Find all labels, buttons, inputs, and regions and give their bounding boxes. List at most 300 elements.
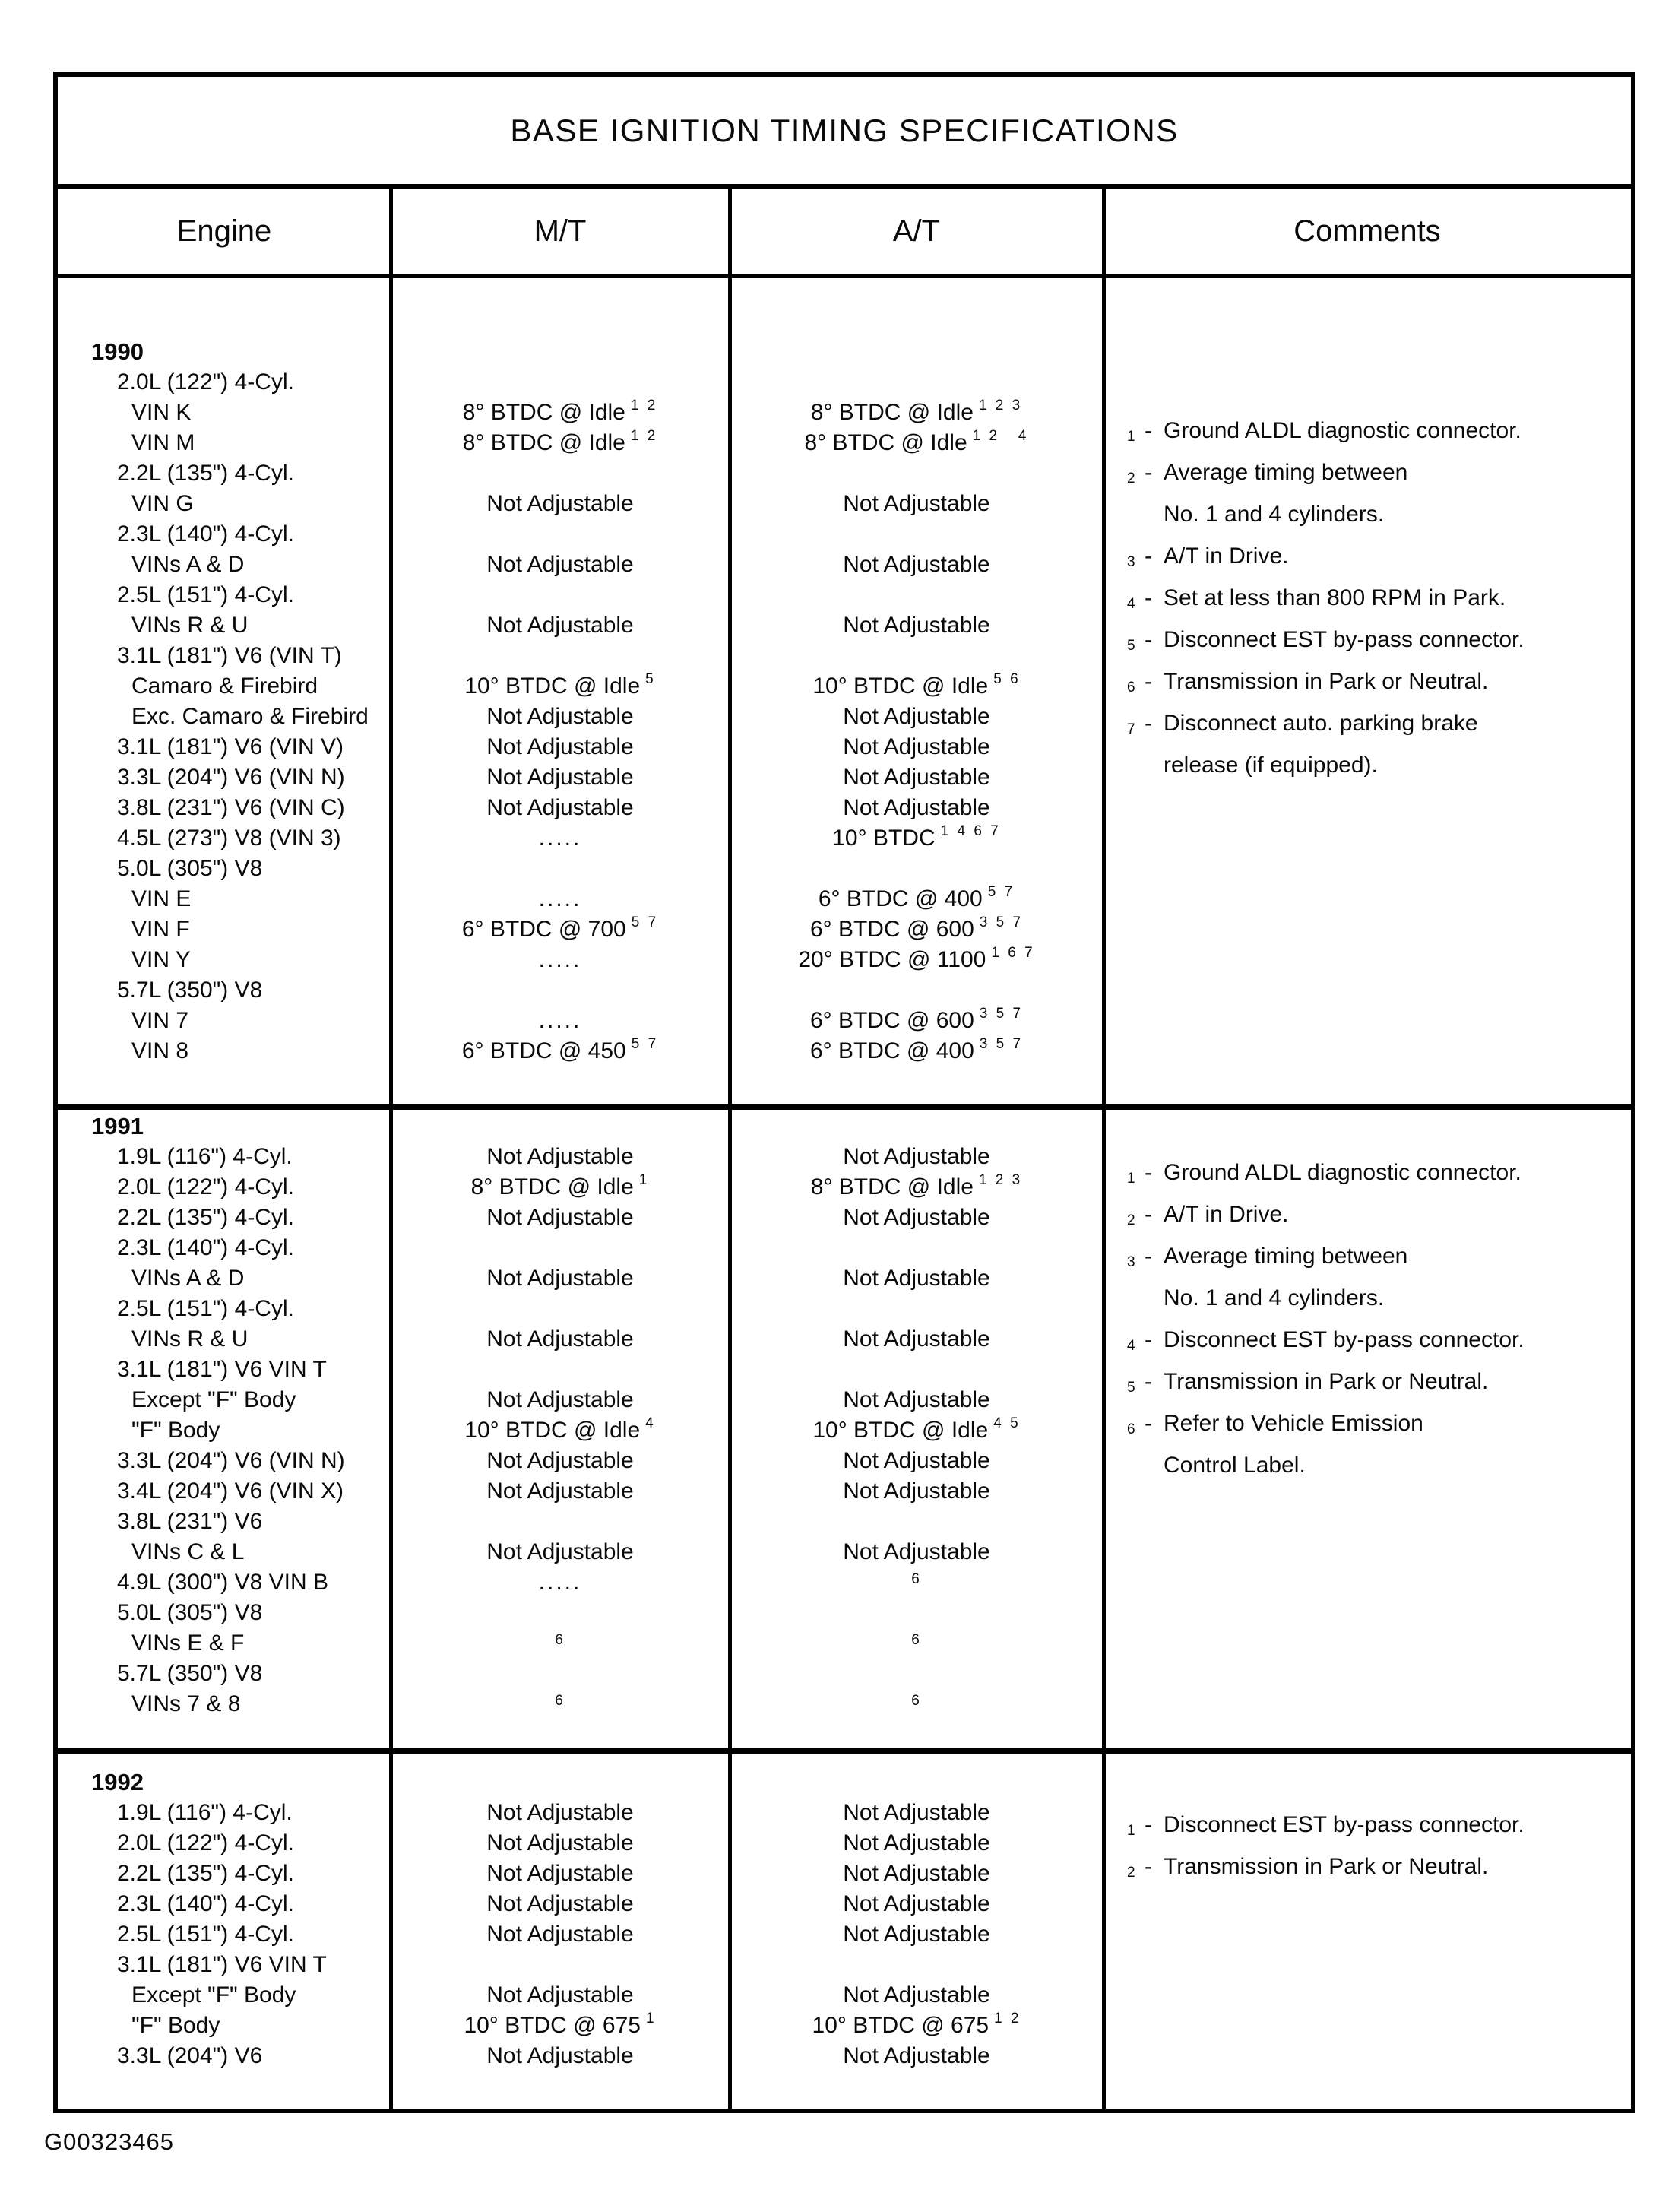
comment-item	[1127, 410, 1621, 452]
comment-item	[1127, 1402, 1621, 1486]
table-row	[58, 2041, 1631, 2071]
at-cell	[730, 1144, 1103, 1170]
section-1992-rows	[58, 1754, 1631, 2071]
at-cell	[730, 2043, 1103, 2069]
engine-cell: VIN 7	[131, 1008, 189, 1033]
timing-value: 8° BTDC @ Idle	[470, 1174, 634, 1199]
footnote-ref: 6	[911, 1632, 922, 1648]
timing-value: Not Adjustable	[843, 1891, 990, 1916]
engine-cell: VINs 7 & 8	[131, 1691, 241, 1716]
table-row	[58, 1507, 1631, 1537]
timing-value: Not Adjustable	[486, 552, 634, 577]
mt-cell	[391, 826, 730, 851]
engine-cell: VIN M	[131, 430, 195, 455]
engine-cell: VINs E & F	[131, 1630, 245, 1656]
footnote-ref: 1 2 3	[978, 1172, 1023, 1188]
at-cell	[730, 1326, 1103, 1352]
mt-cell	[391, 1539, 730, 1565]
at-cell	[730, 886, 1103, 912]
comment-item	[1127, 619, 1621, 661]
comment-item	[1127, 1319, 1621, 1361]
timing-value: Not Adjustable	[486, 1205, 634, 1230]
timing-value: 6° BTDC @ 450	[461, 1038, 626, 1063]
timing-value: 10° BTDC @ 675	[812, 2013, 989, 2038]
footnote-ref: 6	[911, 1693, 922, 1709]
comment-item	[1127, 535, 1621, 577]
mt-cell	[391, 1144, 730, 1170]
engine-cell: VIN G	[131, 491, 194, 516]
section-divider-1990-1991	[58, 1104, 1631, 1110]
footnote-ref: 1 2 3	[978, 398, 1023, 414]
footnote-ref: 5	[645, 671, 656, 687]
footnote-ref: 6	[911, 1571, 922, 1587]
comment-item	[1127, 1804, 1621, 1846]
at-cell	[730, 1800, 1103, 1826]
comment-text: Ground ALDL diagnostic connector.	[1164, 418, 1521, 443]
timing-value: Not Adjustable	[843, 1861, 990, 1886]
footnote-number: 4	[1127, 1338, 1135, 1354]
timing-value: 6° BTDC @ 400	[809, 1038, 974, 1063]
comment-text: Average timing between No. 1 and 4 cylinders.	[1164, 460, 1408, 527]
mt-cell	[391, 1038, 730, 1064]
mt-cell	[391, 1570, 730, 1596]
comment-item	[1127, 1846, 1621, 1887]
at-cell	[730, 1415, 1103, 1444]
table-row	[58, 1598, 1631, 1628]
timing-value: Not Adjustable	[843, 1387, 990, 1412]
timing-value: Not Adjustable	[486, 2043, 634, 2068]
engine-cell: 5.0L (305") V8	[117, 1600, 263, 1625]
footnote-dash: -	[1145, 711, 1152, 736]
column-header-mt: M/T	[534, 214, 587, 248]
mt-cell	[391, 1632, 730, 1652]
engine-cell: 3.4L (204") V6 (VIN X)	[117, 1478, 344, 1504]
comment-text: Average timing between No. 1 and 4 cylinders.	[1164, 1244, 1408, 1310]
timing-value: 10° BTDC @ Idle	[812, 673, 989, 699]
footnote-ref: 6	[555, 1693, 565, 1709]
comment-item	[1127, 1193, 1621, 1235]
timing-value: Not Adjustable	[843, 1205, 990, 1230]
engine-cell: 5.7L (350") V8	[117, 1661, 263, 1686]
section-1990-comments	[1127, 410, 1621, 786]
timing-value: Not Adjustable	[486, 1478, 634, 1504]
mt-cell	[391, 1800, 730, 1826]
footnote-number: 2	[1127, 1212, 1135, 1228]
section-divider-1991-1992	[58, 1748, 1631, 1754]
engine-cell: 5.0L (305") V8	[117, 856, 263, 881]
timing-value: Not Adjustable	[843, 491, 990, 516]
at-cell	[730, 765, 1103, 791]
footnote-ref: 3 5 7	[979, 1006, 1024, 1022]
engine-cell: 1.9L (116") 4-Cyl.	[117, 1144, 293, 1169]
timing-value: 8° BTDC @ Idle	[804, 430, 967, 455]
timing-value: Not Adjustable	[486, 795, 634, 820]
column-header-comments: Comments	[1293, 214, 1441, 248]
timing-value: Not Adjustable	[486, 491, 634, 516]
mt-cell	[391, 795, 730, 821]
engine-cell: 2.0L (122") 4-Cyl.	[117, 369, 294, 395]
mt-cell	[391, 1922, 730, 1947]
timing-value: Not Adjustable	[486, 704, 634, 729]
footnote-number: 1	[1127, 1171, 1135, 1187]
engine-cell: VIN K	[131, 400, 192, 425]
column-header-at: A/T	[892, 214, 941, 248]
table-row	[58, 367, 1631, 398]
timing-value: Not Adjustable	[843, 1800, 990, 1825]
engine-cell: 2.0L (122") 4-Cyl.	[117, 1830, 294, 1855]
table-row	[58, 793, 1631, 823]
at-cell	[730, 734, 1103, 760]
timing-value: .....	[538, 826, 582, 851]
at-cell	[730, 1693, 1103, 1713]
at-cell	[730, 673, 1103, 699]
footnote-dash: -	[1145, 1411, 1152, 1436]
comment-text: Disconnect EST by-pass connector.	[1164, 627, 1525, 652]
at-cell	[730, 491, 1103, 517]
footnote-number: 3	[1127, 554, 1135, 570]
footnote-dash: -	[1145, 460, 1152, 485]
footnote-number: 1	[1127, 429, 1135, 445]
at-cell	[730, 430, 1103, 456]
at-cell	[730, 1922, 1103, 1947]
mt-cell	[391, 1448, 730, 1474]
timing-value: .....	[538, 947, 582, 972]
footnote-dash: -	[1145, 418, 1152, 443]
footnote-number: 5	[1127, 1380, 1135, 1396]
timing-value: Not Adjustable	[486, 765, 634, 790]
timing-value: Not Adjustable	[486, 1144, 634, 1169]
timing-value: .....	[538, 1008, 582, 1033]
year-label: 1990	[91, 338, 144, 365]
comment-item	[1127, 577, 1621, 619]
comment-text: Disconnect EST by-pass connector.	[1164, 1327, 1525, 1352]
timing-value: 10° BTDC @ Idle	[464, 673, 641, 699]
footnote-dash: -	[1145, 1160, 1152, 1185]
footnote-ref: 1 4 6 7	[940, 823, 1001, 839]
footnote-ref: 1 2	[630, 428, 658, 444]
at-cell	[730, 552, 1103, 578]
footnote-dash: -	[1145, 1812, 1152, 1837]
engine-cell: VINs R & U	[131, 613, 249, 638]
timing-value: Not Adjustable	[486, 1387, 634, 1412]
engine-cell: 2.0L (122") 4-Cyl.	[117, 1174, 294, 1199]
comment-item	[1127, 1235, 1621, 1319]
engine-cell: VINs A & D	[131, 1266, 245, 1291]
at-cell	[730, 1830, 1103, 1856]
mt-cell	[391, 1478, 730, 1504]
footnote-ref: 1 6 7	[991, 945, 1035, 961]
comment-text: Set at less than 800 RPM in Park.	[1164, 585, 1506, 610]
footnote-ref: 1 2	[994, 2011, 1021, 2027]
comment-text: A/T in Drive.	[1164, 1202, 1289, 1227]
timing-value: Not Adjustable	[486, 1326, 634, 1352]
table-row	[58, 1537, 1631, 1567]
engine-cell: "F" Body	[131, 2013, 220, 2038]
table-row	[58, 1919, 1631, 1950]
timing-value: Not Adjustable	[843, 795, 990, 820]
mt-cell	[391, 1415, 730, 1444]
engine-cell: 1.9L (116") 4-Cyl.	[117, 1800, 293, 1825]
table-row	[58, 914, 1631, 945]
engine-cell: 3.3L (204") V6	[117, 2043, 263, 2068]
timing-value: Not Adjustable	[486, 1891, 634, 1916]
mt-cell	[391, 673, 730, 699]
footnote-ref: 5 7	[631, 914, 659, 930]
footnote-ref: 1	[638, 1172, 650, 1188]
column-header-row	[58, 189, 1631, 274]
timing-value: 10° BTDC	[832, 826, 936, 851]
mt-cell	[391, 914, 730, 943]
engine-cell: 2.5L (151") 4-Cyl.	[117, 1922, 294, 1947]
engine-cell: 5.7L (350") V8	[117, 978, 263, 1003]
mt-cell	[391, 1174, 730, 1200]
footnote-dash: -	[1145, 1854, 1152, 1879]
timing-value: Not Adjustable	[486, 734, 634, 759]
engine-cell: 2.2L (135") 4-Cyl.	[117, 1205, 294, 1230]
timing-value: .....	[538, 886, 582, 911]
timing-value: 20° BTDC @ 1100	[798, 947, 986, 972]
timing-value: Not Adjustable	[486, 1266, 634, 1291]
table-row	[58, 1767, 1631, 1798]
timing-value: 8° BTDC @ Idle	[810, 400, 974, 425]
section-1991-comments	[1127, 1152, 1621, 1486]
footnote-dash: -	[1145, 1202, 1152, 1227]
footnote-ref: 5 7	[987, 884, 1015, 900]
mt-cell	[391, 552, 730, 578]
table-row	[58, 1006, 1631, 1036]
comment-text: Refer to Vehicle Emission Control Label.	[1164, 1411, 1423, 1478]
engine-cell: VINs C & L	[131, 1539, 245, 1564]
footnote-dash: -	[1145, 1369, 1152, 1394]
timing-value: Not Adjustable	[843, 1539, 990, 1564]
mt-cell	[391, 1326, 730, 1352]
column-header-engine: Engine	[176, 214, 272, 248]
table-row	[58, 975, 1631, 1006]
timing-value: Not Adjustable	[486, 1922, 634, 1947]
mt-cell	[391, 1891, 730, 1917]
engine-cell: 3.1L (181") V6 (VIN V)	[117, 734, 344, 759]
mt-cell	[391, 491, 730, 517]
section-1990	[58, 278, 1631, 1104]
mt-cell	[391, 1982, 730, 2008]
timing-value: Not Adjustable	[486, 1448, 634, 1473]
comment-item	[1127, 1152, 1621, 1193]
footnote-ref: 4 5	[993, 1415, 1021, 1431]
at-cell	[730, 1205, 1103, 1231]
engine-cell: VIN E	[131, 886, 192, 911]
table-row	[58, 823, 1631, 854]
at-cell	[730, 1632, 1103, 1652]
footnote-ref: 5 7	[631, 1036, 659, 1052]
at-cell	[730, 914, 1103, 943]
at-cell	[730, 823, 1103, 851]
footnote-number: 6	[1127, 680, 1135, 696]
engine-cell: Exc. Camaro & Firebird	[131, 704, 369, 729]
at-cell	[730, 1861, 1103, 1887]
year-label: 1992	[91, 1769, 144, 1795]
table-row	[58, 1036, 1631, 1066]
table-row	[58, 884, 1631, 914]
mt-cell	[391, 400, 730, 426]
at-cell	[730, 947, 1103, 973]
at-cell	[730, 1891, 1103, 1917]
engine-cell: 3.3L (204") V6 (VIN N)	[117, 765, 345, 790]
engine-cell: VINs R & U	[131, 1326, 249, 1352]
footnote-ref: 3 5 7	[979, 1036, 1024, 1052]
mt-cell	[391, 734, 730, 760]
footnote-number: 4	[1127, 596, 1135, 612]
comment-text: Transmission in Park or Neutral.	[1164, 1854, 1489, 1879]
engine-cell: VIN F	[131, 917, 190, 942]
engine-cell: 3.3L (204") V6 (VIN N)	[117, 1448, 345, 1473]
comment-item	[1127, 661, 1621, 702]
at-cell	[730, 1571, 1103, 1591]
timing-value: Not Adjustable	[843, 1982, 990, 2008]
timing-value: Not Adjustable	[843, 1326, 990, 1352]
ignition-timing-table	[53, 72, 1635, 2113]
timing-value: Not Adjustable	[843, 1144, 990, 1169]
engine-cell: 4.9L (300") V8 VIN B	[117, 1570, 329, 1595]
comment-text: Transmission in Park or Neutral.	[1164, 1369, 1489, 1394]
engine-cell: 4.5L (273") V8 (VIN 3)	[117, 826, 341, 851]
at-cell	[730, 1008, 1103, 1034]
mt-cell	[391, 1830, 730, 1856]
mt-cell	[391, 947, 730, 973]
engine-cell: 2.3L (140") 4-Cyl.	[117, 521, 294, 547]
engine-cell: 3.8L (231") V6	[117, 1509, 263, 1534]
footnote-dash: -	[1145, 585, 1152, 610]
timing-value: 8° BTDC @ Idle	[810, 1174, 974, 1199]
timing-value: Not Adjustable	[486, 1800, 634, 1825]
footnote-number: 2	[1127, 471, 1135, 486]
table-row	[58, 1628, 1631, 1659]
mt-cell	[391, 765, 730, 791]
comment-text: Disconnect EST by-pass connector.	[1164, 1812, 1525, 1837]
timing-value: Not Adjustable	[843, 613, 990, 638]
timing-value: Not Adjustable	[843, 1448, 990, 1473]
timing-value: 10° BTDC @ 675	[464, 2013, 641, 2038]
at-cell	[730, 400, 1103, 426]
at-cell	[730, 1266, 1103, 1291]
table-title: BASE IGNITION TIMING SPECIFICATIONS	[510, 112, 1179, 148]
table-row	[58, 1567, 1631, 1598]
at-cell	[730, 1174, 1103, 1200]
at-cell	[730, 2013, 1103, 2039]
table-row	[58, 1889, 1631, 1919]
at-cell	[730, 613, 1103, 639]
footnote-ref: 1 2	[630, 398, 658, 414]
timing-value: .....	[538, 1570, 582, 1595]
at-cell	[730, 1982, 1103, 2008]
footnote-dash: -	[1145, 1244, 1152, 1269]
table-row	[58, 854, 1631, 884]
timing-value: Not Adjustable	[486, 1830, 634, 1855]
mt-cell	[391, 704, 730, 730]
timing-value: 10° BTDC @ Idle	[812, 1418, 989, 1443]
mt-cell	[391, 430, 730, 456]
footnote-ref: 5 6	[993, 671, 1021, 687]
timing-value: Not Adjustable	[843, 552, 990, 577]
mt-cell	[391, 613, 730, 639]
comment-item	[1127, 702, 1621, 786]
footnote-ref: 1 2 4	[972, 428, 1029, 444]
timing-value: 6° BTDC @ 700	[461, 917, 626, 942]
at-cell	[730, 1448, 1103, 1474]
timing-value: Not Adjustable	[843, 765, 990, 790]
section-1992-comments	[1127, 1804, 1621, 1887]
table-row	[58, 1111, 1631, 1142]
mt-cell	[391, 1266, 730, 1291]
year-label: 1991	[91, 1113, 144, 1139]
table-row	[58, 1950, 1631, 1980]
footnote-ref: 6	[555, 1632, 565, 1648]
engine-cell: "F" Body	[131, 1418, 220, 1443]
table-row	[58, 1689, 1631, 1719]
timing-value: Not Adjustable	[843, 1922, 990, 1947]
footnote-number: 6	[1127, 1421, 1135, 1437]
comment-item	[1127, 1361, 1621, 1402]
timing-value: Not Adjustable	[843, 2043, 990, 2068]
mt-cell	[391, 886, 730, 912]
footnote-number: 2	[1127, 1865, 1135, 1881]
timing-value: 8° BTDC @ Idle	[462, 400, 625, 425]
table-row	[58, 945, 1631, 975]
footnote-number: 3	[1127, 1254, 1135, 1270]
table-row	[58, 1980, 1631, 2011]
mt-cell	[391, 1205, 730, 1231]
timing-value: Not Adjustable	[486, 1539, 634, 1564]
at-cell	[730, 1038, 1103, 1064]
figure-code: G00323465	[44, 2128, 175, 2155]
section-1991	[58, 1110, 1631, 1748]
comment-text: Ground ALDL diagnostic connector.	[1164, 1160, 1521, 1185]
timing-value: Not Adjustable	[843, 734, 990, 759]
mt-cell	[391, 1387, 730, 1413]
timing-value: Not Adjustable	[486, 1861, 634, 1886]
timing-value: Not Adjustable	[486, 1982, 634, 2008]
table-row	[58, 337, 1631, 367]
engine-cell: 2.2L (135") 4-Cyl.	[117, 461, 294, 486]
at-cell	[730, 1478, 1103, 1504]
comment-item	[1127, 452, 1621, 535]
timing-value: Not Adjustable	[843, 704, 990, 729]
comment-text: Disconnect auto. parking brake release (if equipped).	[1164, 711, 1478, 778]
mt-cell	[391, 2013, 730, 2039]
engine-cell: 3.1L (181") V6 VIN T	[117, 1952, 327, 1977]
footnote-number: 7	[1127, 721, 1135, 737]
comment-text: Transmission in Park or Neutral.	[1164, 669, 1489, 694]
footnote-number: 5	[1127, 638, 1135, 654]
timing-value: Not Adjustable	[486, 613, 634, 638]
footnote-ref: 3 5 7	[979, 914, 1024, 930]
at-cell	[730, 704, 1103, 730]
footnote-number: 1	[1127, 1823, 1135, 1839]
footnote-dash: -	[1145, 669, 1152, 694]
engine-cell: 3.1L (181") V6 VIN T	[117, 1357, 327, 1382]
timing-value: 8° BTDC @ Idle	[462, 430, 625, 455]
engine-cell: VIN Y	[131, 947, 191, 972]
table-row	[58, 2011, 1631, 2041]
at-cell	[730, 1387, 1103, 1413]
engine-cell: 3.8L (231") V6 (VIN C)	[117, 795, 345, 820]
comment-text: A/T in Drive.	[1164, 543, 1289, 569]
mt-cell	[391, 1861, 730, 1887]
engine-cell: 2.5L (151") 4-Cyl.	[117, 1296, 294, 1321]
at-cell	[730, 795, 1103, 821]
mt-cell	[391, 1693, 730, 1713]
engine-cell: VIN 8	[131, 1038, 189, 1063]
table-row	[58, 1659, 1631, 1689]
